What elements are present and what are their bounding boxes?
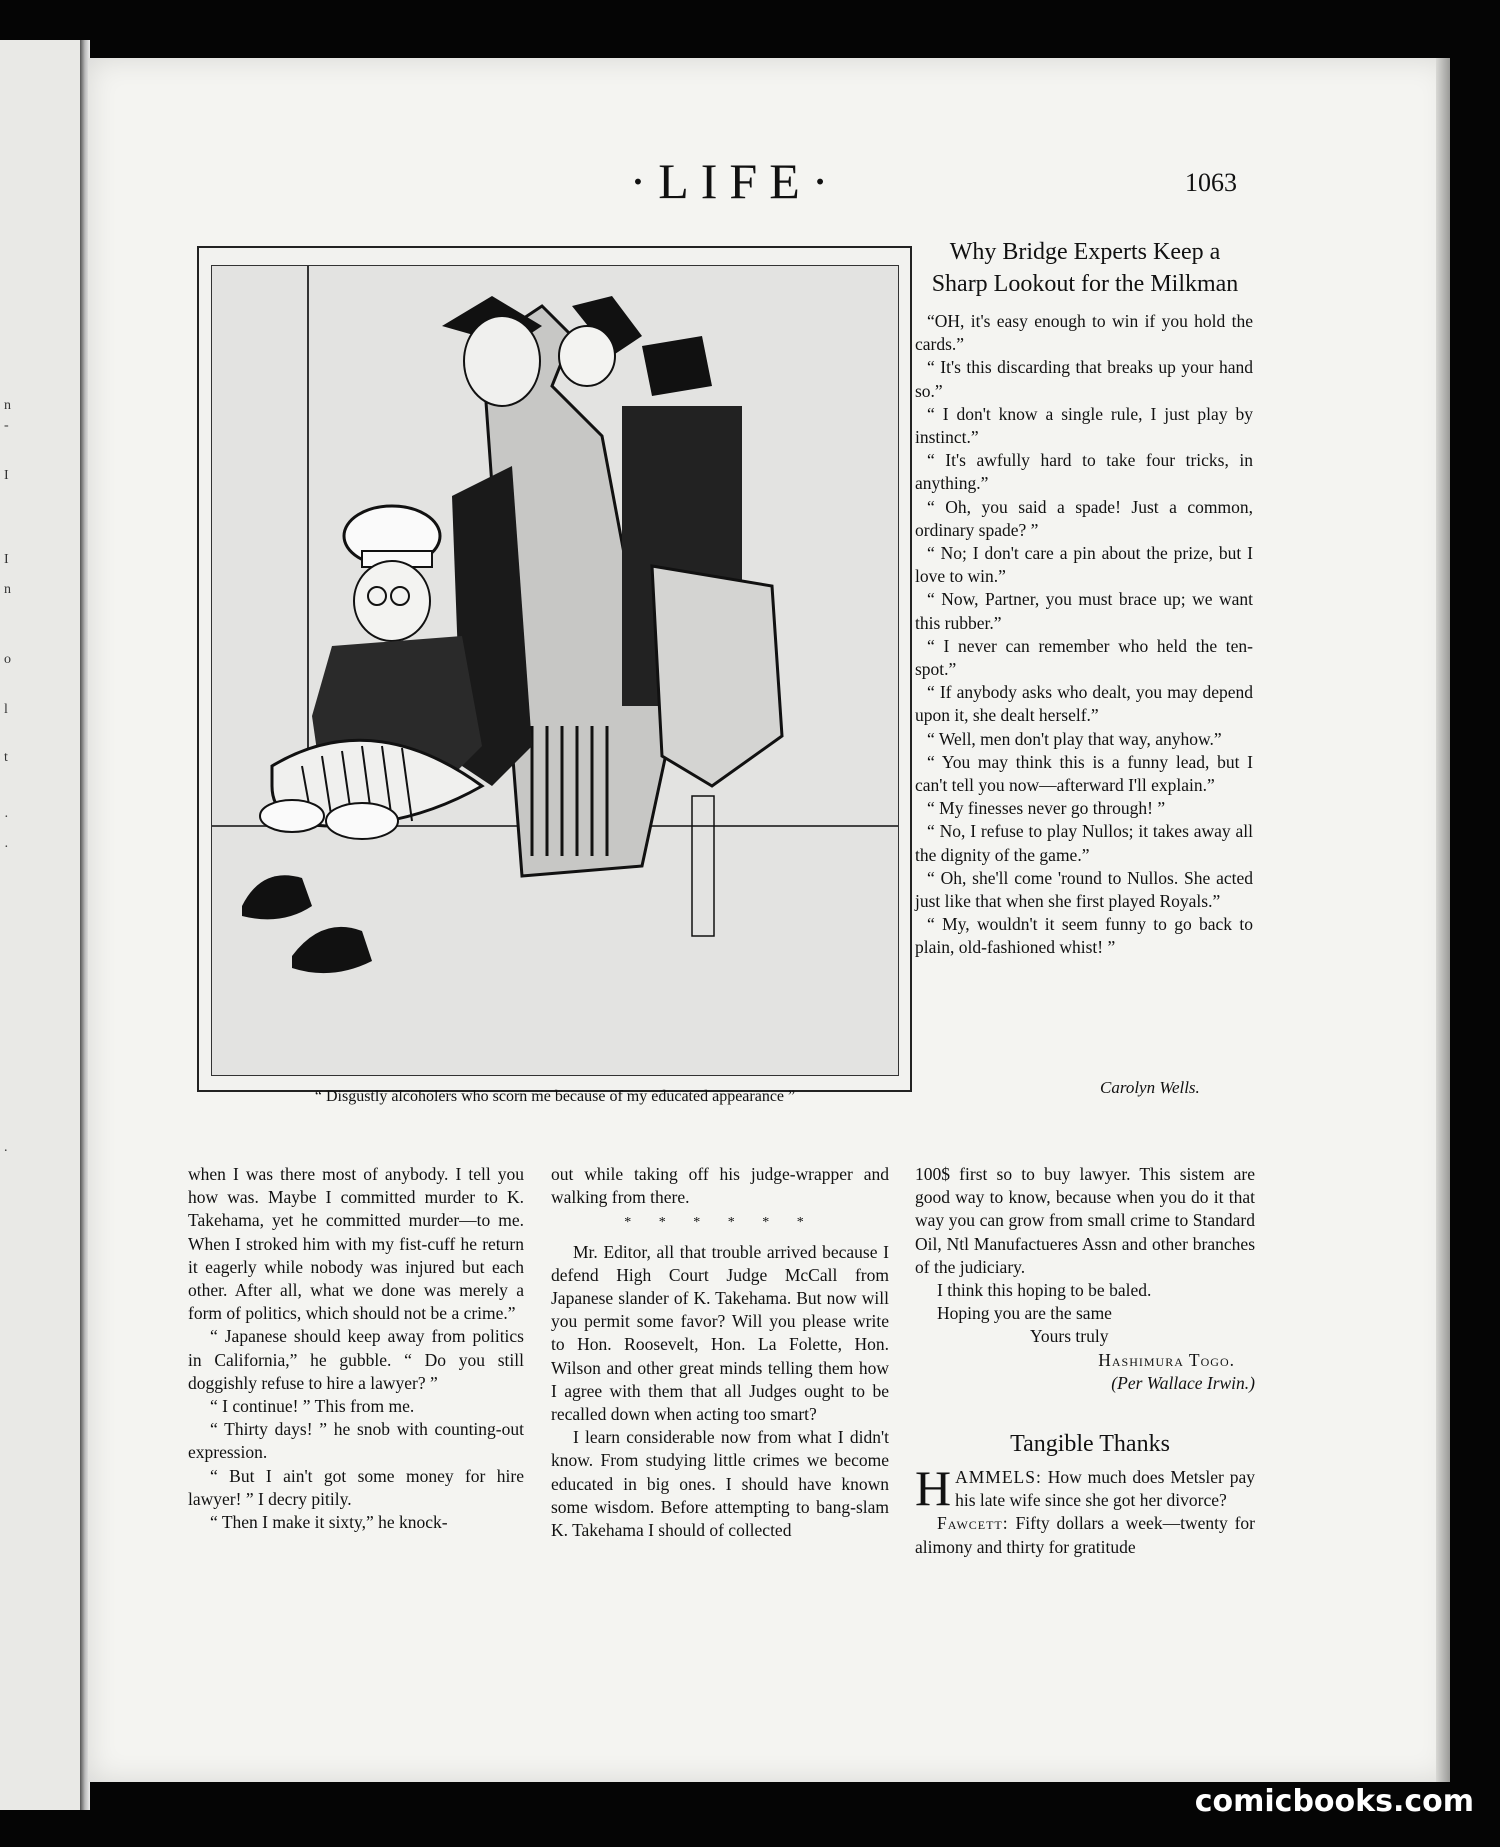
poem-line: “OH, it's easy enough to win if you hold the cards.”: [915, 311, 1253, 355]
watermark: comicbooks.com: [1194, 1784, 1474, 1819]
paragraph: I learn considerable now from what I didn't know. From studying little crimes we become educated in big ones. I should have known some wisdom. Before attempting to bang-slam K. Takehama I should of collected: [551, 1427, 889, 1541]
poem-line: “ Oh, she'll come 'round to Nullos. She acted just like that when she first played Royals.”: [915, 867, 1253, 912]
poem-line: “ It's this discarding that breaks up your hand so.”: [915, 357, 1253, 401]
poem-title-line-1: Why Bridge Experts Keep a: [949, 239, 1221, 265]
speaker-name: AMMELS:: [955, 1467, 1042, 1487]
paragraph: “ Thirty days! ” he snob with counting-out expression.: [188, 1419, 524, 1463]
poem-line: “ If anybody asks who dealt, you may depend upon it, she dealt herself.”: [915, 682, 1253, 726]
left-fragment: I: [4, 552, 9, 567]
page-number: 1063: [1185, 168, 1237, 197]
cartoon-drawing: [212, 266, 898, 1075]
left-fragment: I: [4, 468, 9, 483]
poem-body: [915, 310, 1253, 960]
poem-line: “ No, I refuse to play Nullos; it takes away all the dignity of the game.”: [915, 821, 1253, 865]
paragraph: 100$ first so to buy lawyer. This sistem are good way to know, because when you do it that way you can grow from small crime to Standard Oil, Ntl Manufactueres Assn and other branches of the judiciary.: [915, 1164, 1255, 1277]
poem-title: [905, 236, 1265, 300]
poem-line: “ No; I don't care a pin about the prize, but I love to win.”: [915, 543, 1253, 587]
speaker-name: Fawcett:: [937, 1513, 1009, 1534]
column-3: [915, 1163, 1255, 1395]
poem-line: “ It's awfully hard to take four tricks, in anything.”: [915, 450, 1253, 494]
dialogue-text: Fifty dollars a week—twenty for alimony and thirty for gratitude: [915, 1513, 1256, 1557]
paragraph: out while taking off his judge-wrapper and walking from there.: [551, 1164, 889, 1208]
section-break: * * * * * *: [624, 1215, 816, 1231]
dialogue-line: [915, 1460, 1255, 1516]
masthead: ·LIFE·: [629, 153, 841, 209]
poem-line: “ Oh, you said a spade! Just a common, ordinary spade? ”: [915, 496, 1253, 540]
page-edge-shadow: [1436, 58, 1450, 1782]
paragraph: when I was there most of anybody. I tell you how was. Maybe I committed murder to K. Takehama, yet he committed murder—to me. When I stroked him with my fist-cuff he return it eagerly while nobody was injured but each other. After all, what we done was merely a form of politics, which should not be a crime.”: [188, 1164, 524, 1324]
paragraph: “ I continue! ” This from me.: [210, 1396, 415, 1417]
figure-caption: “ Disgustly alcoholers who scorn me because of my educated appearance ”: [314, 1088, 796, 1105]
column-2: [551, 1163, 889, 1542]
paragraph: “ Then I make it sixty,” he knock-: [210, 1512, 448, 1533]
poem-line: “ My, wouldn't it seem funny to go back to plain, old-fashioned whist! ”: [915, 914, 1253, 958]
illustration-frame: [197, 246, 912, 1092]
left-fragment: n: [4, 398, 11, 413]
left-fragment: n: [4, 582, 11, 597]
article-title: Tangible Thanks: [1010, 1431, 1170, 1457]
paragraph: Hoping you are the same: [937, 1303, 1112, 1324]
dialogue-line: [915, 1512, 1255, 1558]
poem-line: “ You may think this is a funny lead, but I can't tell you now—afterward I'll explain.”: [915, 751, 1253, 796]
paragraph: I think this hoping to be baled.: [937, 1280, 1152, 1301]
dialogue-text: How much does Metsler pay his late wife since she got her divorce?: [955, 1467, 1255, 1511]
left-fragment: t: [4, 750, 8, 765]
paragraph: “ Japanese should keep away from politics in California,” he gubble. “ Do you still doggishly refuse to hire a lawyer? ”: [188, 1326, 524, 1393]
poem-line: “ Well, men don't play that way, anyhow.”: [927, 728, 1222, 749]
paragraph: “ But I ain't got some money for hire lawyer! ” I decry pitily.: [188, 1465, 524, 1509]
left-fragment: ·: [4, 840, 9, 855]
poem-line: “ Now, Partner, you must brace up; we want this rubber.”: [915, 589, 1253, 633]
poem-line: “ I don't know a single rule, I just play by instinct.”: [915, 403, 1253, 448]
paragraph: Mr. Editor, all that trouble arrived because I defend High Court Judge McCall from Japanese slander of K. Takehama. But now will you permit some favor? Will you please write to Hon. Roosevelt, Hon. La Folette, Hon. Wilson and other great minds telling them how I agree with them that all Judges ought to be recalled down when acting too smart?: [551, 1241, 889, 1425]
poem-line: “ My finesses never go through! ”: [927, 798, 1166, 819]
left-fragment: -: [4, 418, 9, 433]
dropcap: H: [915, 1460, 952, 1516]
poem-author: Carolyn Wells.: [1100, 1078, 1200, 1097]
article-body: [915, 1460, 1256, 1559]
left-fragment: l: [4, 702, 8, 717]
poem-title-line-2: Sharp Lookout for the Milkman: [931, 271, 1239, 297]
left-page-edge: [0, 40, 84, 1810]
illustration: [211, 265, 899, 1076]
poem-line: “ I never can remember who held the ten-spot.”: [915, 635, 1253, 680]
left-fragment: ·: [4, 810, 9, 825]
left-fragment: .: [4, 1140, 8, 1155]
attribution: (Per Wallace Irwin.): [1111, 1372, 1255, 1393]
column-1: [188, 1163, 524, 1534]
left-fragment: o: [4, 652, 11, 667]
closing: Yours truly: [1030, 1326, 1109, 1347]
signature: Hashimura Togo.: [1098, 1349, 1235, 1370]
